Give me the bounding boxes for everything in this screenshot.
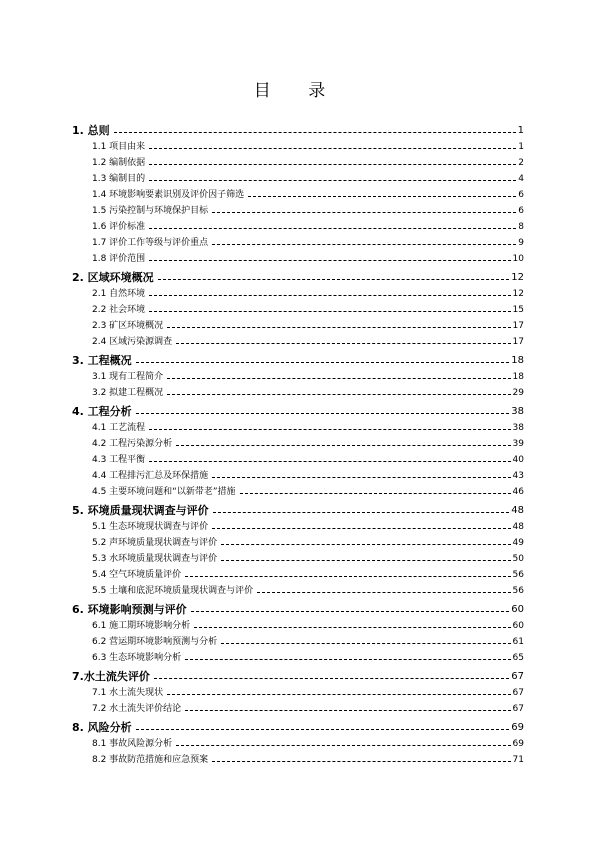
toc-subsection[interactable]: [72, 168, 524, 184]
dot-leader: [221, 543, 510, 545]
dot-leader: [176, 342, 510, 344]
dot-leader: [136, 728, 510, 730]
toc-subsection[interactable]: [72, 433, 524, 449]
toc-subsection-page-number: 69: [512, 739, 524, 749]
toc-subsection[interactable]: [72, 516, 524, 532]
toc-subsection-label: 1.1 项目由来: [92, 142, 146, 152]
toc-subsection[interactable]: [72, 200, 524, 216]
toc-subsection-page-number: 2: [518, 158, 524, 168]
toc-subsection[interactable]: [72, 749, 524, 765]
toc-section-page-number: 38: [511, 406, 524, 417]
toc-subsection[interactable]: [72, 481, 524, 497]
toc-subsection-page-number: 48: [512, 522, 524, 532]
toc-section[interactable]: [72, 663, 524, 682]
dot-leader: [149, 227, 516, 229]
toc-subsection-page-number: 67: [512, 704, 524, 714]
dot-leader: [167, 377, 510, 379]
toc-subsection-label: 3.1 现有工程简介: [92, 372, 164, 382]
toc-section-label: 6. 环境影响预测与评价: [72, 603, 187, 616]
toc-subsection-page-number: 65: [512, 653, 524, 663]
dot-leader: [212, 527, 510, 529]
toc-subsection-label: 2.3 矿区环境概况: [92, 321, 164, 331]
toc-section[interactable]: [72, 264, 524, 283]
dot-leader: [167, 693, 510, 695]
table-of-contents: [72, 117, 524, 765]
toc-subsection-label: 1.6 评价标准: [92, 222, 146, 232]
dot-leader: [221, 642, 510, 644]
toc-section-page-number: 67: [511, 671, 524, 682]
dot-leader: [176, 444, 510, 446]
toc-section[interactable]: [72, 596, 524, 615]
dot-leader: [149, 163, 516, 165]
dot-leader: [149, 259, 510, 261]
toc-subsection-page-number: 9: [518, 238, 524, 248]
dot-leader: [136, 412, 510, 414]
toc-subsection[interactable]: [72, 417, 524, 433]
toc-subsection-page-number: 12: [512, 289, 524, 299]
toc-subsection-page-number: 56: [512, 570, 524, 580]
toc-subsection-page-number: 29: [512, 388, 524, 398]
toc-subsection[interactable]: [72, 315, 524, 331]
toc-subsection-label: 1.2 编制依据: [92, 158, 146, 168]
dot-leader: [240, 492, 511, 494]
toc-subsection-page-number: 71: [512, 755, 524, 765]
dot-leader: [213, 511, 510, 513]
toc-subsection-page-number: 6: [518, 206, 524, 216]
toc-section-label: 4. 工程分析: [72, 405, 132, 418]
toc-subsection-page-number: 38: [512, 423, 524, 433]
toc-subsection[interactable]: [72, 615, 524, 631]
toc-subsection-label: 4.2 工程污染源分析: [92, 439, 173, 449]
toc-subsection-page-number: 15: [512, 305, 524, 315]
toc-subsection-page-number: 17: [512, 321, 524, 331]
dot-leader: [176, 744, 510, 746]
toc-section-label: 5. 环境质量现状调查与评价: [72, 504, 209, 517]
toc-subsection-label: 1.4 环境影响要素识别及评价因子筛选: [92, 190, 245, 200]
toc-subsection-page-number: 17: [512, 337, 524, 347]
toc-section-page-number: 12: [511, 272, 524, 283]
toc-section[interactable]: [72, 398, 524, 417]
toc-subsection-label: 5.5 土壤和底泥环境质量现状调查与评价: [92, 586, 254, 596]
dot-leader: [114, 131, 516, 133]
document-title: 目 录: [253, 81, 342, 101]
toc-subsection-label: 6.1 施工期环境影响分析: [92, 621, 191, 631]
toc-subsection-label: 6.2 营运期环境影响预测与分析: [92, 637, 218, 647]
toc-subsection[interactable]: [72, 631, 524, 647]
toc-subsection-page-number: 46: [512, 487, 524, 497]
toc-subsection-page-number: 56: [512, 586, 524, 596]
toc-subsection-page-number: 67: [512, 688, 524, 698]
toc-subsection[interactable]: [72, 647, 524, 663]
dot-leader: [149, 428, 510, 430]
dot-leader: [185, 575, 510, 577]
toc-subsection-page-number: 61: [512, 637, 524, 647]
toc-subsection-label: 3.2 拟建工程概况: [92, 388, 164, 398]
toc-subsection-label: 1.5 污染控制与环境保护目标: [92, 206, 209, 216]
toc-subsection-label: 1.3 编制目的: [92, 174, 146, 184]
dot-leader: [194, 626, 510, 628]
toc-subsection-label: 2.4 区域污染源调查: [92, 337, 173, 347]
toc-subsection[interactable]: [72, 216, 524, 232]
toc-subsection-label: 2.1 自然环境: [92, 289, 146, 299]
toc-subsection-label: 8.1 事故风险源分析: [92, 739, 173, 749]
toc-subsection[interactable]: [72, 465, 524, 481]
toc-subsection[interactable]: [72, 733, 524, 749]
toc-subsection-page-number: 43: [512, 471, 524, 481]
toc-subsection-label: 6.3 生态环境影响分析: [92, 653, 182, 663]
dot-leader: [212, 211, 516, 213]
toc-subsection-page-number: 40: [512, 455, 524, 465]
toc-subsection-label: 7.1 水土流失现状: [92, 688, 164, 698]
dot-leader: [149, 460, 510, 462]
toc-subsection-label: 4.5 主要环境问题和“以新带老”措施: [92, 487, 236, 497]
toc-subsection[interactable]: [72, 382, 524, 398]
dot-leader: [158, 278, 510, 280]
toc-subsection[interactable]: [72, 283, 524, 299]
dot-leader: [149, 147, 516, 149]
toc-subsection[interactable]: [72, 184, 524, 200]
toc-subsection[interactable]: [72, 548, 524, 564]
dot-leader: [149, 179, 516, 181]
toc-subsection-page-number: 18: [512, 372, 524, 382]
dot-leader: [185, 709, 510, 711]
dot-leader: [212, 243, 516, 245]
toc-subsection-page-number: 8: [518, 222, 524, 232]
dot-leader: [136, 361, 510, 363]
toc-subsection-page-number: 50: [512, 554, 524, 564]
dot-leader: [191, 610, 510, 612]
toc-subsection-label: 5.4 空气环境质量评价: [92, 570, 182, 580]
toc-subsection-label: 4.4 工程排污汇总及环保措施: [92, 471, 209, 481]
dot-leader: [167, 393, 510, 395]
toc-section[interactable]: [72, 117, 524, 136]
toc-subsection-label: 1.7 评价工作等级与评价重点: [92, 238, 209, 248]
toc-subsection[interactable]: [72, 331, 524, 347]
toc-section-page-number: 48: [511, 505, 524, 516]
toc-subsection-label: 2.2 社会环境: [92, 305, 146, 315]
dot-leader: [221, 559, 510, 561]
toc-subsection-label: 4.3 工程平衡: [92, 455, 146, 465]
toc-subsection[interactable]: [72, 248, 524, 264]
toc-subsection-page-number: 49: [512, 538, 524, 548]
dot-leader: [167, 326, 510, 328]
toc-section[interactable]: [72, 497, 524, 516]
toc-subsection[interactable]: [72, 136, 524, 152]
toc-subsection[interactable]: [72, 299, 524, 315]
toc-subsection[interactable]: [72, 564, 524, 580]
dot-leader: [248, 195, 516, 197]
toc-section-label: 3. 工程概况: [72, 354, 132, 367]
toc-subsection[interactable]: [72, 366, 524, 382]
toc-subsection[interactable]: [72, 698, 524, 714]
dot-leader: [185, 658, 510, 660]
toc-subsection[interactable]: [72, 232, 524, 248]
toc-section[interactable]: [72, 714, 524, 733]
toc-subsection-label: 5.3 水环境质量现状调查与评价: [92, 554, 218, 564]
toc-subsection[interactable]: [72, 532, 524, 548]
toc-subsection-label: 8.2 事故防范措施和应急预案: [92, 755, 209, 765]
dot-leader: [149, 310, 510, 312]
toc-section-label: 8. 风险分析: [72, 721, 132, 734]
toc-subsection-label: 7.2 水土流失评价结论: [92, 704, 182, 714]
toc-section[interactable]: [72, 347, 524, 366]
toc-subsection-page-number: 4: [518, 174, 524, 184]
toc-section-page-number: 60: [511, 604, 524, 615]
toc-subsection-page-number: 39: [512, 439, 524, 449]
toc-subsection-page-number: 1: [518, 142, 524, 152]
toc-subsection[interactable]: [72, 152, 524, 168]
dot-leader: [149, 294, 510, 296]
toc-subsection[interactable]: [72, 682, 524, 698]
toc-section-label: 2. 区域环境概况: [72, 271, 154, 284]
toc-section-label: 7.水土流失评价: [72, 670, 150, 683]
toc-subsection-label: 4.1 工艺流程: [92, 423, 146, 433]
toc-section-page-number: 1: [517, 125, 524, 136]
dot-leader: [212, 760, 510, 762]
toc-subsection[interactable]: [72, 449, 524, 465]
toc-subsection-label: 5.1 生态环境现状调查与评价: [92, 522, 209, 532]
toc-subsection-label: 5.2 声环境质量现状调查与评价: [92, 538, 218, 548]
toc-subsection-page-number: 60: [512, 621, 524, 631]
toc-subsection-page-number: 10: [512, 254, 524, 264]
toc-subsection-page-number: 6: [518, 190, 524, 200]
toc-subsection[interactable]: [72, 580, 524, 596]
toc-section-page-number: 18: [511, 355, 524, 366]
dot-leader: [154, 677, 509, 679]
toc-section-page-number: 69: [511, 722, 524, 733]
toc-subsection-label: 1.8 评价范围: [92, 254, 146, 264]
dot-leader: [212, 476, 510, 478]
toc-section-label: 1. 总则: [72, 124, 110, 137]
dot-leader: [257, 591, 510, 593]
